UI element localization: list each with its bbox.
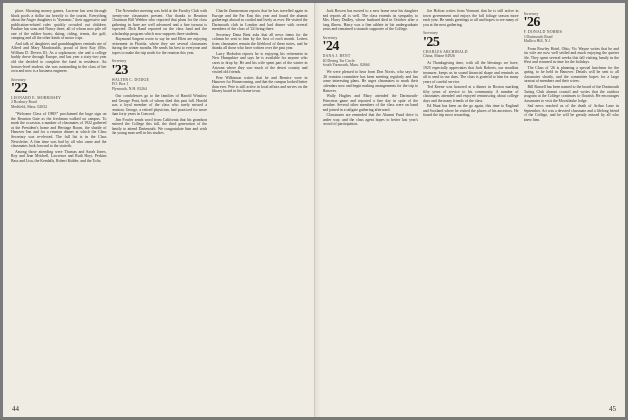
- class-entry-1922: [11, 78, 107, 110]
- secretary-address: 6 Dartmouth Road: [523, 34, 553, 39]
- column: [323, 9, 419, 403]
- paragraph: Wally Hughes and Mary attended the Dartmouth-Princeton game and reported a fine day in spite of the weather. Several other members of the class were on hand and joined in a tailgate gathering afterward.: [322, 94, 418, 112]
- paragraph: Charlie Zimmerman reports that he has travelled again in Europe and the Far East this year and found the alumni gatherings abroad as cordial and lively as ever. He visited the Dartmouth club in London and had dinner with several members of the class of '24 living there.: [212, 9, 308, 32]
- class-entry-1923: [112, 59, 208, 91]
- paragraph: Larry Hodsdon reports he is enjoying his retirement in New Hampshire and says he is available for anyone who cares to drop by. He and his wife spent part of the winter in Arizona where they saw much of the desert country and visited old friends.: [212, 51, 308, 75]
- class-year: '22: [11, 81, 28, 97]
- paragraph: Raymond Sargent wrote to say he and Ellen are enjoying retirement in Florida, where they see several classmates during the winter months. He sends his best to everyone and hopes to make the trip north for the reunion this year.: [111, 37, 207, 55]
- page-45-columns: [323, 9, 620, 403]
- paragraph: Secretary Dana Bent asks that all news items for the column be sent to him by the first of each month. Letters from classmates remain the lifeblood of these notes, and he thanks all those who have written over the past year.: [212, 32, 308, 51]
- page-44-columns: [11, 9, 308, 403]
- secretary-name: CHARLES ARCHIBALD: [423, 49, 468, 54]
- class-year: '24: [322, 39, 339, 55]
- class-entry-1924: [323, 36, 419, 68]
- page-number: 45: [609, 405, 616, 413]
- paragraph: Bill Russell has been named to the board of the Dartmouth Outing Club alumni council and writes that the outdoor program at the College continues to flourish. He encourages classmates to visit the Moosilauke lodge.: [523, 85, 619, 103]
- paragraph: From Rowley Hotel, Ohio, Vic Wayne writes that he and his wife are now well settled and much enjoying the quieter life. They spent several weeks this fall visiting family in the West and returned in time for the holidays.: [523, 46, 619, 65]
- paragraph: We were pleased to hear from Don Norris, who says the '26 reunion committee has been meeting regularly and has some interesting plans. He urges classmates to mark their calendars now and begin making arrangements for the trip to Hanover.: [322, 70, 418, 93]
- secretary-label: Secretary: [322, 35, 338, 40]
- secretary-address: Plymouth, N.H. 03264: [111, 86, 147, 91]
- column: [524, 9, 620, 403]
- paragraph: Classmates are reminded that the Alumni Fund drive is under way, and the class agent hopes to better last year's record of participation.: [322, 113, 418, 127]
- paragraph: Ed Hunt has been on the go again, this time to England and Scotland where he visited the places of his ancestors. He found the trip most rewarding.: [423, 104, 519, 118]
- class-entry-1925: [423, 31, 519, 58]
- page-45: [315, 3, 626, 417]
- paragraph: "Welcome Class of 1980!" proclaimed the huge sign on the Reunion Gate as the freshman walked on campus. To mark the occasion, a number of classmates of 1922 gathered at the President's home and Heritage Room, the shuttle of Hanover Inn and for a reunion dinner at which the Class Secretary was re-elected. The full list is in the Class Newsletter. A fine time was had by all who came and the classmates look forward to the sixtieth.: [11, 112, 107, 149]
- paragraph: At Thanksgiving time, with all the blessings we have, 1925 especially appreciates that Jack Roberts, our steadfast treasurer, keeps us in sound financial shape and reminds us all to send in our dues. The class is grateful to him for many years of careful service.: [423, 61, 519, 84]
- paragraph: The November meeting was held at the Faculty Club with twenty-one classmates present. Our thanks to Reunion Chairman Bill Webber who reported that plans for the class gathering in June are well advanced and a fine turnout is expected. Dick Rand reported on the class fund and the scholarship program which now supports three students.: [111, 9, 207, 36]
- secretary-address: P.O. Box 1: [111, 82, 129, 87]
- secretary-address: 2 Roxbury Road: [11, 100, 37, 105]
- column: [11, 9, 107, 403]
- gutter-shadow: [315, 3, 321, 417]
- secretary-address: South Yarmouth, Mass. 02664: [322, 62, 370, 67]
- secretary-name: LEONARD E. MORRISSEY: [11, 96, 62, 101]
- secretary-label: Secretary: [11, 77, 26, 82]
- secretary-address: Mullica Hill, N.J.: [523, 39, 551, 44]
- paragraph: And talk of daughters and granddaughters reminds me of Alfred and Mary Macdonalds, proud of their Kay (Mrs. William D. Devers II). As a sophomore, she and a college buddy drove through Europe, and last year a sixty-two year old she decided to complete the fund in residence. An honors-level student, she was outstanding in the class of her own and now is a business engineer.: [11, 41, 107, 74]
- paragraph: Sad news reached us of the death of Arthur Lane in September. Art was a devoted classmate and a lifelong friend of the College, and he will be greatly missed by all who knew him.: [523, 104, 619, 122]
- paragraph: Pete Wilkinson writes that he and Bernice were in Hanover for Homecoming, and that the campus looked better than ever. Pete is still active in local affairs and serves on the library board in his home town.: [212, 75, 308, 94]
- secretary-address: 40 Dering Tar Circle: [322, 58, 355, 63]
- column: [112, 9, 208, 403]
- paragraph: Among those attending were Thomas and Sarah Jones, Roy and Jean Mitchell, Lawrence and Ruth Hoyt, Perkins Bass and Lisa, the Kendalls, Robert Kidder, and the Tofts.: [11, 149, 107, 163]
- secretary-address: Medfield, Mass. 02052: [11, 104, 48, 109]
- paragraph: Jack Bowen has moved to a new home near his daughter and reports all is well. The class extends its sympathy to Mrs. Harry Dudley, whose husband died in October after a long illness. Harry was a fine athlete in his undergraduate years and remained a staunch supporter of the College.: [322, 9, 418, 32]
- magazine-spread: [3, 3, 625, 417]
- column: [423, 9, 519, 403]
- paragraph: Our condolences go to the families of Harold Winslow and George Pratt, both of whom died this past fall. Harold was a loyal member of the class who rarely missed a reunion; George, a retired physician, had practiced for more than forty years in Concord.: [111, 94, 207, 117]
- paragraph: The Class of '26 is planning a special luncheon for the spring, to be held in Hanover. Details will be sent to all classmates shortly, and the committee hopes for a large turnout of members and their wives.: [523, 65, 619, 84]
- secretary-name: WALTER C. DODGE: [111, 77, 150, 82]
- class-entry-1926: [524, 12, 620, 44]
- paragraph: Ted Keene was honored at a dinner in Boston marking fifty years of service to his community. A number of classmates attended and enjoyed reminiscing about college days and the many friends of the class.: [423, 85, 519, 103]
- page-number: 44: [12, 405, 19, 413]
- secretary-address: China, Maine 04926: [423, 54, 455, 58]
- paragraph: Joe Holton writes from Vermont that he is still active in town government and enjoys the fall foliage season more each year. He sends greetings to all and hopes to see many of you at the next gathering.: [423, 9, 519, 27]
- class-year: '26: [523, 15, 540, 31]
- column: [212, 9, 308, 403]
- secretary-label: Secretary: [523, 12, 539, 16]
- class-year: '25: [423, 34, 440, 50]
- paragraph: place. Shouting money games, Lucerne has sent through black pools a dollar tax heavily to the tourist. Everything about the Auger daughters is "dynamic," their aggressive and publication-related rules quickly crowded out children. Pauline has sons and Nancy three, all of whom now pile off one of the rubber boats; skiing, riding, tennis, the golf, camping and all the other kinds of motor trips.: [11, 9, 107, 41]
- secretary-name: DANA J. BENT: [322, 54, 351, 59]
- secretary-label: Secretary: [423, 31, 438, 36]
- paragraph: Jim Fowler sends word from California that his grandson entered the College this fall, the third generation of the family to attend Dartmouth. We congratulate him and wish the young man well in his studies.: [111, 117, 207, 136]
- page-44: [3, 3, 315, 417]
- class-year: '23: [111, 62, 128, 78]
- secretary-label: Secretary: [111, 59, 127, 64]
- secretary-name: F. DONALD NORRIS: [523, 30, 563, 35]
